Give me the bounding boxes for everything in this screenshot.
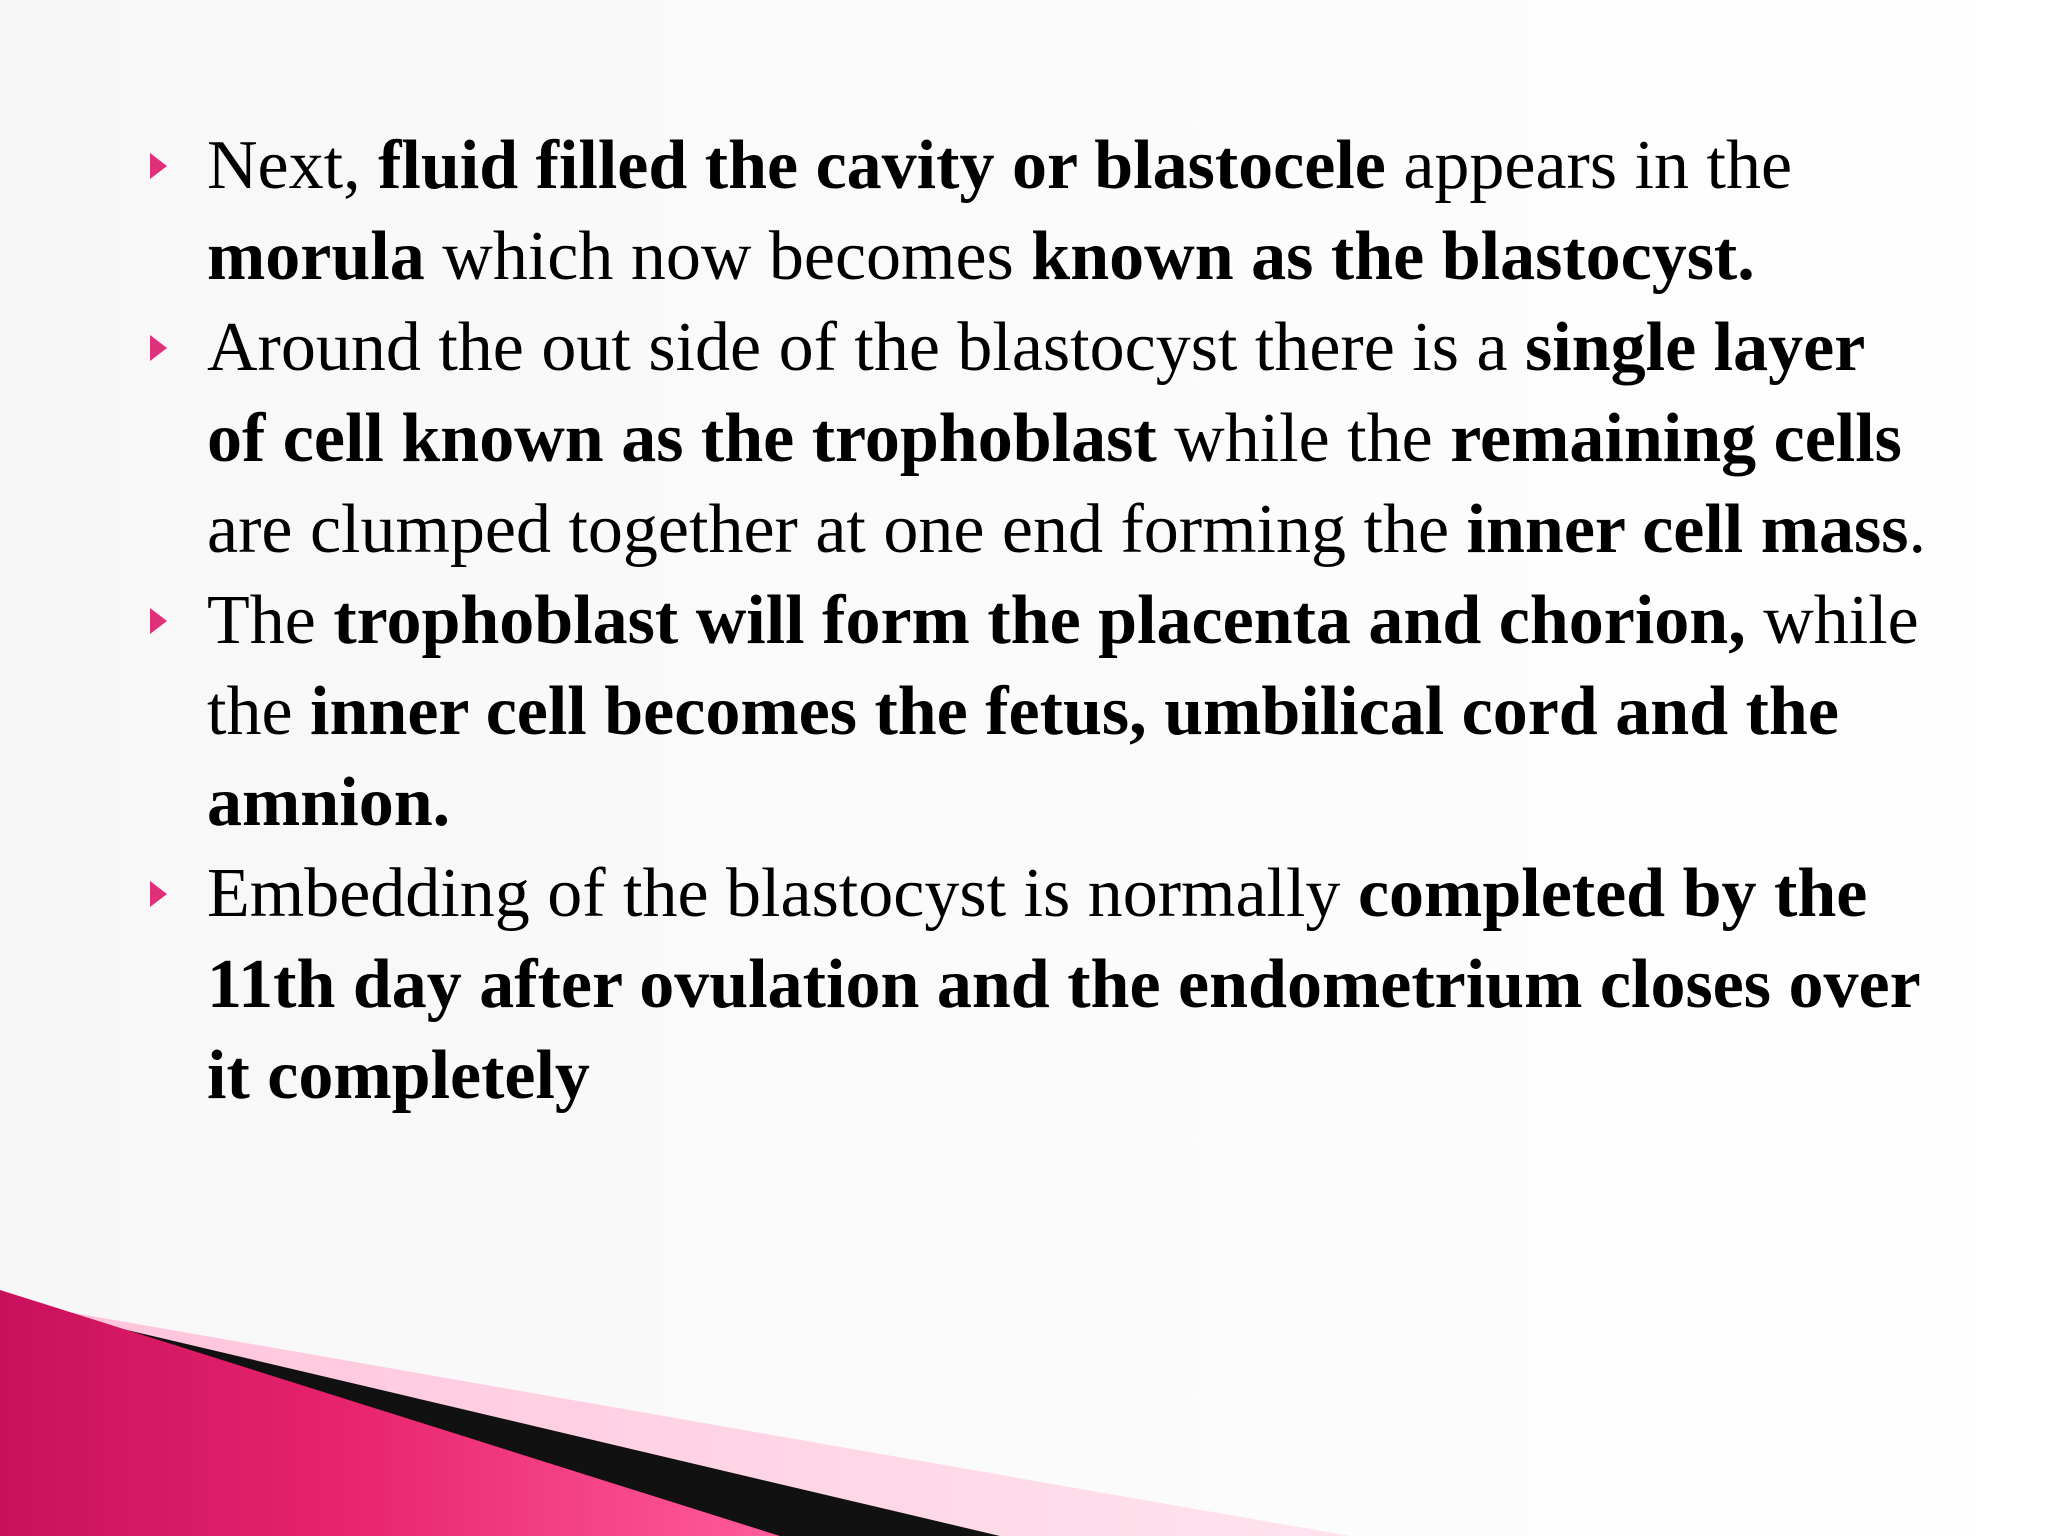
black-stripe <box>0 1300 1000 1536</box>
bullet-text-bold: fluid filled the cavity or blastocele <box>378 127 1386 204</box>
bullet-text: which now becomes <box>424 218 1032 295</box>
bullet-text: Next, <box>207 127 379 204</box>
bullet-text-bold: known as the blastocyst. <box>1031 218 1755 295</box>
bullet-text-bold: inner cell becomes the fetus, umbilical cord and the amnion. <box>207 673 1839 841</box>
bullet-text-bold: trophoblast will form the placenta and chorion, <box>333 582 1746 659</box>
triangle-right-icon <box>150 881 167 907</box>
bullet-text-bold: single layer of cell known as the trophoblast <box>207 309 1865 477</box>
bullet-item <box>150 848 1930 1121</box>
bullet-text: are clumped together at one end forming the <box>207 491 1467 568</box>
bullet-text: while the <box>1156 400 1451 477</box>
bullet-item <box>150 120 1930 302</box>
light-pink-stripe <box>0 1300 1350 1536</box>
bullet-text: while the <box>207 582 1919 750</box>
bullet-text: The <box>207 582 334 659</box>
triangle-right-icon <box>150 335 167 361</box>
bullet-text: Around the out side of the blastocyst there is a <box>207 309 1526 386</box>
bullet-text: . <box>1908 491 1927 568</box>
bullet-text-bold: remaining cells <box>1450 400 1902 477</box>
magenta-stripe <box>0 1290 780 1536</box>
bullet-text-bold: completed by the 11th day after ovulation and the endometrium closes over it completely <box>207 855 1920 1114</box>
bullet-text-bold: inner cell mass <box>1466 491 1909 568</box>
bullet-text: Embedding of the blastocyst is normally <box>207 855 1358 932</box>
triangle-right-icon <box>150 153 167 179</box>
bullet-text: appears in the <box>1385 127 1793 204</box>
bullet-item <box>150 302 1930 575</box>
bullet-item <box>150 575 1930 848</box>
bullet-list <box>150 120 1930 1121</box>
bullet-text-bold: morula <box>207 218 425 295</box>
triangle-right-icon <box>150 608 167 634</box>
